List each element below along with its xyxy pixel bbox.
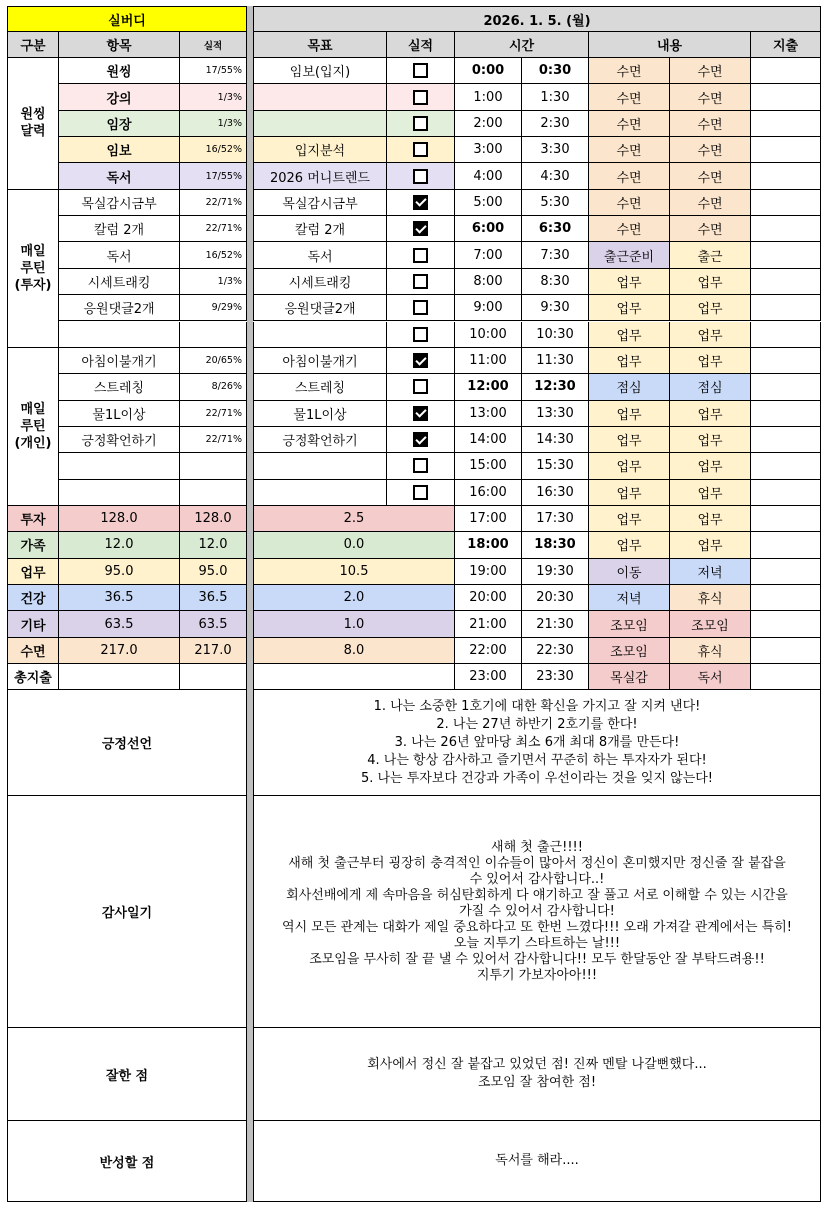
time-start: 21:00 (455, 611, 522, 637)
time-start: 18:00 (455, 532, 522, 558)
spend-cell (751, 638, 821, 664)
goal-check-cell (387, 111, 455, 137)
checkbox-unchecked[interactable] (413, 458, 428, 473)
activity-second-half: 업무 (670, 453, 751, 479)
activity-second-half: 업무 (670, 506, 751, 532)
spend-cell (751, 242, 821, 268)
routine-item: 물1L이상 (59, 401, 180, 427)
col-spend: 지출 (751, 32, 821, 58)
time-end: 11:30 (522, 348, 589, 374)
activity-first-half: 점심 (589, 374, 670, 400)
activity-first-half: 업무 (589, 348, 670, 374)
goal-text: 목실감시금부 (253, 190, 387, 216)
spend-cell (751, 559, 821, 585)
goal-check-cell (387, 348, 455, 374)
time-start: 1:00 (455, 84, 522, 110)
time-end: 5:30 (522, 190, 589, 216)
routine-result: 22/71% (180, 401, 247, 427)
routine-item: 아침이불개기 (59, 348, 180, 374)
stat-label: 업무 (7, 559, 59, 585)
checkbox-checked[interactable] (413, 353, 428, 368)
col-time: 시간 (455, 32, 589, 58)
checkbox-checked[interactable] (413, 195, 428, 210)
stat-label: 가족 (7, 532, 59, 558)
stat-goal: 2.0 (253, 585, 455, 611)
routine-item: 원씽 (59, 58, 180, 84)
routine-item: 시세트래킹 (59, 269, 180, 295)
col-item: 항목 (59, 32, 180, 58)
time-end: 1:30 (522, 84, 589, 110)
goal-check-cell (387, 163, 455, 189)
routine-item: 독서 (59, 242, 180, 268)
time-end: 4:30 (522, 163, 589, 189)
activity-first-half: 업무 (589, 322, 670, 348)
activity-second-half: 업무 (670, 269, 751, 295)
group-label: 매일 루틴 (개인) (7, 348, 59, 506)
routine-result: 22/71% (180, 190, 247, 216)
activity-second-half: 출근 (670, 242, 751, 268)
routine-item (59, 453, 180, 479)
spend-cell (751, 190, 821, 216)
activity-second-half: 수면 (670, 190, 751, 216)
section-text: 1. 나는 소중한 1호기에 대한 확신을 가지고 잘 지켜 낸다! 2. 나는 27년 하반기 2호기를 한다! 3. 나는 26년 앞마당 최소 6개 최대 8개를 만든다! 4. 나는 항상 감사하고 즐기면서 꾸준히 하는 투자자가 된다! 5. 나는 투자보다 건강과 가족이 우선이라는 것을 잊지 않는다! (253, 690, 821, 796)
stat-total-2 (180, 664, 247, 690)
routine-item (59, 322, 180, 348)
time-end: 0:30 (522, 58, 589, 84)
stat-label: 건강 (7, 585, 59, 611)
time-start: 13:00 (455, 401, 522, 427)
stat-total: 95.0 (59, 559, 180, 585)
col-goal: 목표 (253, 32, 387, 58)
time-end: 8:30 (522, 269, 589, 295)
stat-label: 총지출 (7, 664, 59, 690)
time-end: 19:30 (522, 559, 589, 585)
checkbox-unchecked[interactable] (413, 169, 428, 184)
activity-first-half: 업무 (589, 427, 670, 453)
routine-item: 칼럼 2개 (59, 216, 180, 242)
spend-cell (751, 163, 821, 189)
time-start: 16:00 (455, 480, 522, 506)
routine-result: 1/3% (180, 111, 247, 137)
routine-item: 스트레칭 (59, 374, 180, 400)
stat-total-2: 217.0 (180, 638, 247, 664)
time-end: 13:30 (522, 401, 589, 427)
activity-first-half: 목실감 (589, 664, 670, 690)
routine-result: 9/29% (180, 295, 247, 321)
goal-check-cell (387, 427, 455, 453)
time-end: 22:30 (522, 638, 589, 664)
routine-result: 1/3% (180, 84, 247, 110)
activity-first-half: 조모임 (589, 638, 670, 664)
goal-check-cell (387, 84, 455, 110)
spend-cell (751, 480, 821, 506)
goal-check-cell (387, 190, 455, 216)
activity-first-half: 이동 (589, 559, 670, 585)
goal-text: 입지분석 (253, 137, 387, 163)
time-end: 10:30 (522, 322, 589, 348)
stat-goal (253, 664, 455, 690)
time-start: 14:00 (455, 427, 522, 453)
spend-cell (751, 427, 821, 453)
goal-text: 칼럼 2개 (253, 216, 387, 242)
spend-cell (751, 585, 821, 611)
activity-first-half: 업무 (589, 506, 670, 532)
section-label: 감사일기 (7, 796, 247, 1028)
activity-first-half: 수면 (589, 190, 670, 216)
spend-cell (751, 611, 821, 637)
activity-second-half: 업무 (670, 295, 751, 321)
stat-label: 기타 (7, 611, 59, 637)
group-label: 원씽 달력 (7, 58, 59, 190)
activity-first-half: 업무 (589, 401, 670, 427)
spend-cell (751, 453, 821, 479)
stat-goal: 0.0 (253, 532, 455, 558)
activity-second-half: 점심 (670, 374, 751, 400)
checkbox-checked[interactable] (413, 221, 428, 236)
spend-cell (751, 295, 821, 321)
time-start: 8:00 (455, 269, 522, 295)
activity-first-half: 수면 (589, 216, 670, 242)
stat-total-2: 12.0 (180, 532, 247, 558)
routine-item: 임장 (59, 111, 180, 137)
goal-check-cell (387, 242, 455, 268)
activity-second-half: 업무 (670, 532, 751, 558)
goal-text: 긍정확언하기 (253, 427, 387, 453)
activity-second-half: 수면 (670, 111, 751, 137)
checkbox-unchecked[interactable] (413, 485, 428, 500)
time-start: 4:00 (455, 163, 522, 189)
time-end: 14:30 (522, 427, 589, 453)
time-start: 15:00 (455, 453, 522, 479)
time-end: 15:30 (522, 453, 589, 479)
time-start: 0:00 (455, 58, 522, 84)
time-end: 3:30 (522, 137, 589, 163)
goal-check-cell (387, 401, 455, 427)
time-end: 17:30 (522, 506, 589, 532)
spend-cell (751, 506, 821, 532)
activity-first-half: 수면 (589, 111, 670, 137)
time-start: 6:00 (455, 216, 522, 242)
activity-first-half: 업무 (589, 480, 670, 506)
stat-total (59, 664, 180, 690)
routine-item: 목실감시금부 (59, 190, 180, 216)
activity-second-half: 업무 (670, 348, 751, 374)
checkbox-unchecked[interactable] (413, 248, 428, 263)
activity-second-half: 수면 (670, 84, 751, 110)
checkbox-unchecked[interactable] (413, 379, 428, 394)
goal-text: 시세트래킹 (253, 269, 387, 295)
time-start: 5:00 (455, 190, 522, 216)
routine-item (59, 480, 180, 506)
stat-total: 128.0 (59, 506, 180, 532)
col-category: 구분 (7, 32, 59, 58)
stat-goal: 1.0 (253, 611, 455, 637)
checkbox-unchecked[interactable] (413, 116, 428, 131)
time-end: 2:30 (522, 111, 589, 137)
goal-check-cell (387, 374, 455, 400)
time-start: 7:00 (455, 242, 522, 268)
activity-second-half: 업무 (670, 480, 751, 506)
stat-total: 36.5 (59, 585, 180, 611)
stat-total: 12.0 (59, 532, 180, 558)
activity-second-half: 저녁 (670, 559, 751, 585)
section-label: 반성할 점 (7, 1121, 247, 1202)
routine-result (180, 480, 247, 506)
activity-first-half: 업무 (589, 532, 670, 558)
time-end: 20:30 (522, 585, 589, 611)
time-end: 9:30 (522, 295, 589, 321)
activity-second-half: 수면 (670, 216, 751, 242)
time-start: 23:00 (455, 664, 522, 690)
stat-total-2: 128.0 (180, 506, 247, 532)
section-text: 회사에서 정신 잘 붙잡고 있었던 점! 진짜 멘탈 나갈뻔했다... 조모임 잘 참여한 점! (253, 1028, 821, 1121)
activity-second-half: 업무 (670, 401, 751, 427)
spend-cell (751, 137, 821, 163)
checkbox-checked[interactable] (413, 432, 428, 447)
routine-item: 임보 (59, 137, 180, 163)
time-end: 6:30 (522, 216, 589, 242)
activity-first-half: 업무 (589, 295, 670, 321)
goal-check-cell (387, 453, 455, 479)
goal-text: 독서 (253, 242, 387, 268)
spend-cell (751, 401, 821, 427)
spend-cell (751, 664, 821, 690)
group-label: 매일 루틴 (투자) (7, 190, 59, 348)
stat-total-2: 95.0 (180, 559, 247, 585)
activity-first-half: 수면 (589, 163, 670, 189)
routine-item: 응원댓글2개 (59, 295, 180, 321)
goal-check-cell (387, 216, 455, 242)
activity-first-half: 출근준비 (589, 242, 670, 268)
routine-result (180, 453, 247, 479)
routine-result: 16/52% (180, 137, 247, 163)
activity-first-half: 업무 (589, 269, 670, 295)
goal-text (253, 84, 387, 110)
routine-result: 20/65% (180, 348, 247, 374)
routine-result: 16/52% (180, 242, 247, 268)
activity-first-half: 수면 (589, 137, 670, 163)
spend-cell (751, 58, 821, 84)
stat-label: 수면 (7, 638, 59, 664)
col-check: 실적 (387, 32, 455, 58)
goal-text: 응원댓글2개 (253, 295, 387, 321)
time-end: 21:30 (522, 611, 589, 637)
checkbox-unchecked[interactable] (413, 274, 428, 289)
goal-text: 아침이불개기 (253, 348, 387, 374)
spend-cell (751, 111, 821, 137)
stat-total: 217.0 (59, 638, 180, 664)
activity-second-half: 수면 (670, 137, 751, 163)
section-label: 잘한 점 (7, 1028, 247, 1121)
time-start: 9:00 (455, 295, 522, 321)
spend-cell (751, 322, 821, 348)
time-end: 16:30 (522, 480, 589, 506)
time-start: 2:00 (455, 111, 522, 137)
activity-second-half: 휴식 (670, 638, 751, 664)
goal-text (253, 453, 387, 479)
daily-planner-sheet (7, 6, 821, 1202)
time-start: 12:00 (455, 374, 522, 400)
checkbox-unchecked[interactable] (413, 327, 428, 342)
activity-second-half: 휴식 (670, 585, 751, 611)
activity-second-half: 독서 (670, 664, 751, 690)
checkbox-unchecked[interactable] (413, 63, 428, 78)
col-result: 실적 (180, 32, 247, 58)
goal-text (253, 480, 387, 506)
checkbox-unchecked[interactable] (413, 300, 428, 315)
routine-result: 17/55% (180, 58, 247, 84)
stat-goal: 10.5 (253, 559, 455, 585)
goal-check-cell (387, 295, 455, 321)
time-end: 23:30 (522, 664, 589, 690)
routine-result: 22/71% (180, 216, 247, 242)
goal-text: 물1L이상 (253, 401, 387, 427)
time-start: 20:00 (455, 585, 522, 611)
section-label: 긍정선언 (7, 690, 247, 796)
spend-cell (751, 374, 821, 400)
checkbox-unchecked[interactable] (413, 90, 428, 105)
stat-total-2: 63.5 (180, 611, 247, 637)
goal-check-cell (387, 58, 455, 84)
activity-second-half: 수면 (670, 58, 751, 84)
routine-result: 8/26% (180, 374, 247, 400)
checkbox-unchecked[interactable] (413, 142, 428, 157)
routine-item: 독서 (59, 163, 180, 189)
checkbox-checked[interactable] (413, 406, 428, 421)
section-text: 새해 첫 출근!!!! 새해 첫 출근부터 굉장히 충격적인 이슈들이 많아서 정신이 혼미했지만 정신줄 잘 붙잡을 수 있어서 감사합니다..! 회사선배에게 제 속마음을 허심탄회하게 다 얘기하고 잘 풀고 서로 이해할 수 있는 시간을 가질 수 있어서 감사합니다! 역시 모든 관계는 대화가 제일 중요하다고 또 한번 느꼈다!!! 오래 가져갈 관계에서는 특히! 오늘 지투기 스타트하는 날!!! 조모임을 무사히 잘 끝 낼 수 있어서 감사합니다!! 모두 한달동안 잘 부탁드려용!! 지투기 가보자아아!!! (253, 796, 821, 1028)
routine-item: 강의 (59, 84, 180, 110)
spend-cell (751, 269, 821, 295)
goal-text: 스트레칭 (253, 374, 387, 400)
goal-check-cell (387, 322, 455, 348)
time-start: 10:00 (455, 322, 522, 348)
time-end: 18:30 (522, 532, 589, 558)
stat-goal: 8.0 (253, 638, 455, 664)
time-end: 12:30 (522, 374, 589, 400)
routine-result: 1/3% (180, 269, 247, 295)
goal-check-cell (387, 137, 455, 163)
sheet-title: 실버디 (7, 6, 247, 32)
time-start: 19:00 (455, 559, 522, 585)
stat-goal: 2.5 (253, 506, 455, 532)
goal-text: 2026 머니트렌드 (253, 163, 387, 189)
goal-check-cell (387, 269, 455, 295)
section-text: 독서를 해라.... (253, 1121, 821, 1202)
stat-label: 투자 (7, 506, 59, 532)
activity-first-half: 수면 (589, 84, 670, 110)
activity-first-half: 조모임 (589, 611, 670, 637)
col-content: 내용 (589, 32, 751, 58)
activity-second-half: 업무 (670, 322, 751, 348)
time-start: 22:00 (455, 638, 522, 664)
stat-total: 63.5 (59, 611, 180, 637)
activity-first-half: 저녁 (589, 585, 670, 611)
routine-item: 긍정확언하기 (59, 427, 180, 453)
spend-cell (751, 532, 821, 558)
date-title: 2026. 1. 5. (월) (253, 6, 821, 32)
spend-cell (751, 84, 821, 110)
stat-total-2: 36.5 (180, 585, 247, 611)
spend-cell (751, 216, 821, 242)
goal-text (253, 322, 387, 348)
time-end: 7:30 (522, 242, 589, 268)
time-start: 17:00 (455, 506, 522, 532)
routine-result: 17/55% (180, 163, 247, 189)
activity-first-half: 수면 (589, 58, 670, 84)
time-start: 3:00 (455, 137, 522, 163)
activity-first-half: 업무 (589, 453, 670, 479)
goal-check-cell (387, 480, 455, 506)
goal-text (253, 111, 387, 137)
activity-second-half: 수면 (670, 163, 751, 189)
activity-second-half: 업무 (670, 427, 751, 453)
time-start: 11:00 (455, 348, 522, 374)
routine-result (180, 322, 247, 348)
goal-text: 임보(입지) (253, 58, 387, 84)
routine-result: 22/71% (180, 427, 247, 453)
activity-second-half: 조모임 (670, 611, 751, 637)
spend-cell (751, 348, 821, 374)
